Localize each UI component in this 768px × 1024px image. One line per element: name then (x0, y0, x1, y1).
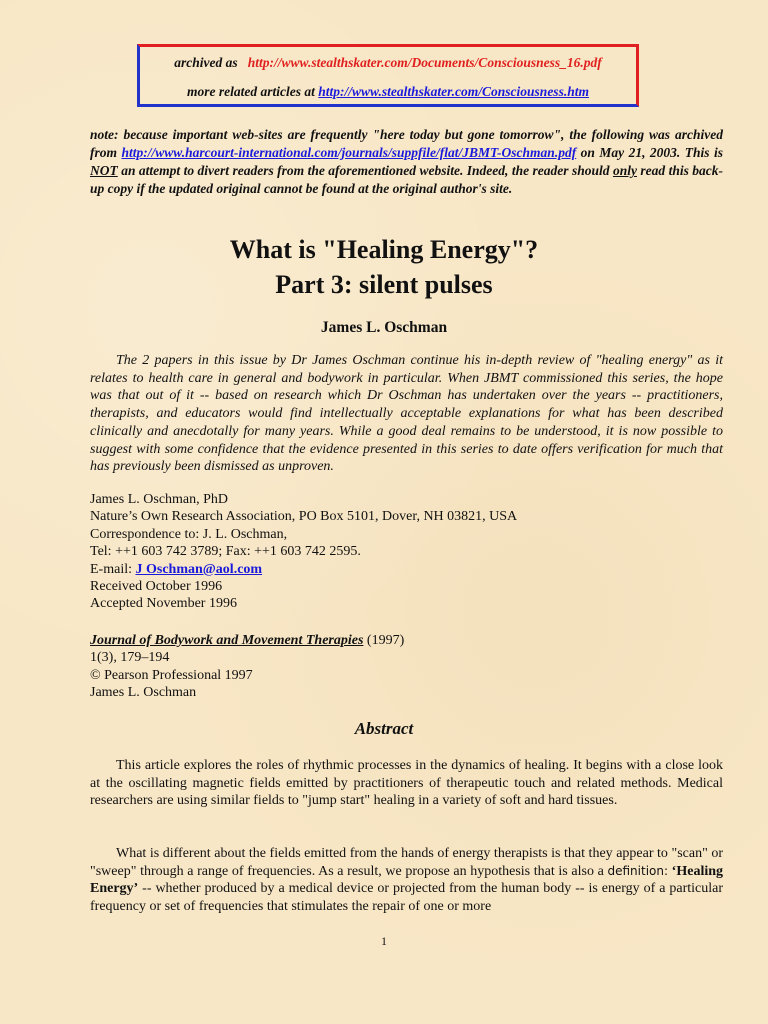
author-credential: James L. Oschman, PhD (90, 492, 229, 507)
email-line (90, 561, 723, 578)
title-line-1: What is "Healing Energy"? (229, 235, 539, 264)
editorial-intro: The 2 papers in this issue by Dr James Oschman continue his in-depth review of "healing energy" as it relates to health care in general and bodywork in particular. When JBMT commissioned this series, the hope was that out of it -- based on research which Dr Oschman has undertaken over the years -- practitioners, therapists, and educators would find intellectually acceptable explanations for what has been described clinically and anecdotally for many years. While a good deal remains to be understood, it is now possible to suggest with some confidence that the evidence presented in this series to date offers verification for much that has previously been dismissed as unproven. (90, 353, 723, 475)
author-details (90, 491, 723, 613)
note-middle: an attempt to divert readers from the aforementioned website. Indeed, the reader should (121, 163, 610, 178)
source-url-link[interactable]: http://www.harcourt-international.com/journals/suppfile/flat/JBMT-Oschman.pdf (121, 145, 577, 160)
email-link[interactable]: J Oschman@aol.com (135, 561, 263, 577)
only-emphasis: only (612, 163, 637, 178)
title-line-2: Part 3: silent pulses (275, 270, 493, 299)
journal-year: (1997) (366, 633, 405, 648)
note-ending: read this back-up copy if the updated original cannot be found at the original author's site. (90, 163, 724, 196)
abstract-heading: Abstract (354, 719, 414, 738)
journal-line (90, 632, 723, 649)
note-intro: note: because important web-sites are frequently "here today but gone tomorrow", the following was archived from (90, 127, 723, 160)
para2-start: What is different about the fields emitted from the hands of energy therapists is that they appear to "scan" or "sweep" through a range of frequencies. As a result, we propose an hypothesis that is also a (90, 846, 723, 879)
page-title (0, 232, 768, 302)
received-date: Received October 1996 (90, 579, 223, 595)
citation-author: James L. Oschman (90, 685, 197, 701)
email-label: E-mail: (90, 561, 132, 577)
correspondence: Correspondence to: J. L. Oschman, (90, 526, 288, 542)
definition-term: ‘Healing Energy’ (90, 863, 724, 897)
related-label: more related articles at (187, 84, 315, 99)
copyright-line: © Pearson Professional 1997 (90, 667, 253, 683)
archive-line (140, 55, 636, 71)
journal-citation (90, 632, 723, 702)
related-articles-line (140, 84, 636, 100)
archived-as-label: archived as (174, 55, 238, 70)
author-name: James L. Oschman (320, 319, 448, 336)
para2-end: -- whether produced by a medical device or projected from the human body -- is energy of a particular frequency or set of frequencies that stimulates the repair of one or more (90, 881, 723, 915)
journal-title: Journal of Bodywork and Movement Therapies (90, 633, 364, 648)
abstract-paragraph-1: This article explores the roles of rhythmic processes in the dynamics of healing. It begins with a close look at the oscillating magnetic fields emitted by practitioners of therapeutic touch and related methods. Medical researchers are using similar fields to "jump start" healing in a variety of soft and hard tissues. (90, 758, 723, 809)
archive-pdf-link[interactable]: http://www.stealthskater.com/Documents/Consciousness_16.pdf (247, 55, 602, 70)
archive-notice-box (137, 44, 639, 107)
abstract-paragraph-2 (90, 845, 723, 916)
not-emphasis: NOT (90, 163, 118, 178)
related-articles-link[interactable]: http://www.stealthskater.com/Consciousness.htm (318, 84, 589, 99)
author-organization: Nature’s Own Research Association, PO Box 5101, Dover, NH 03821, USA (90, 509, 518, 525)
journal-volume: 1(3), 179–194 (90, 650, 170, 666)
definition-word: definition: (607, 863, 669, 878)
note-date: on May 21, 2003. This is (580, 145, 723, 160)
archive-note (90, 126, 723, 198)
page-number: 1 (381, 934, 387, 948)
accepted-date: Accepted November 1996 (90, 596, 237, 612)
phone-fax: Tel: ++1 603 742 3789; Fax: ++1 603 742 2595. (90, 544, 361, 560)
